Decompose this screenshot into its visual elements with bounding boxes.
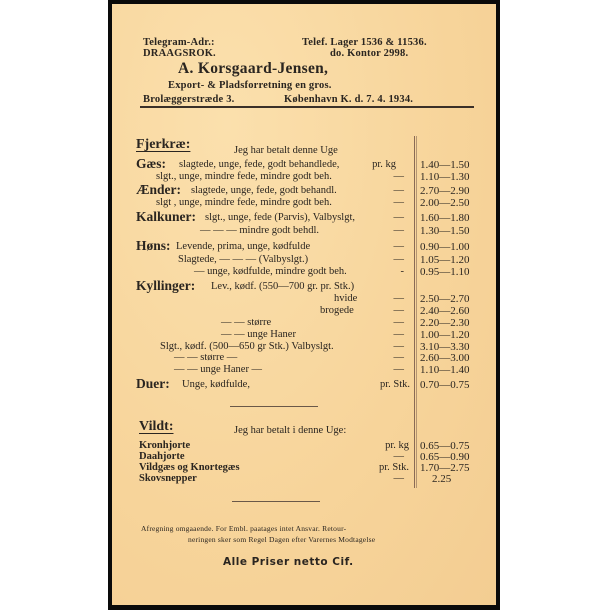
telegram-value: DRAAGSROK. [143,48,216,59]
price-row: — — unge Haner — — 1.10—1.40 [174,364,470,376]
header-rule [140,106,474,108]
price-list-card [112,4,496,605]
price-row: slgt., unge, mindre fede, mindre godt beh. — 1.10—1.30 [156,171,470,183]
section-subtitle-fjerkrae: Jeg har betalt denne Uge [234,145,338,156]
footer-note-line-2: neringen sker som Regel Dagen efter Varernes Modtagelse [188,535,376,544]
price-row: Ænder: slagtede, unge, fede, godt behandl. — 2.70—2.90 [136,182,470,197]
section-title-vildt: Vildt: [139,419,174,434]
phone-line-2: do. Kontor 2998. [330,48,409,59]
footer-note-line-1: Afregning omgaaende. For Embl. paatages intet Ansvar. Retour- [141,524,347,533]
section-subtitle-vildt: Jeg har betalt i denne Uge: [234,425,347,436]
price-row: Daahjorte — 0.65—0.90 [139,451,470,463]
company-name: A. Korsgaard-Jensen, [178,60,329,77]
phone-line-1: Telef. Lager 1536 & 11536. [302,37,427,48]
price-row: — — — mindre godt behdl. — 1.30—1.50 [200,225,470,237]
price-row: Skovsnepper — 2.25 [139,473,452,485]
city-date: København K. d. 7. 4. 1934. [284,94,414,105]
price-row: hvide — 2.50—2.70 [334,293,470,305]
price-row: Slgt., kødf. (500—650 gr Stk.) Valbyslgt. — 3.10—3.30 [160,341,470,353]
price-row: Gæs: slagtede, unge, fede, godt behandlede, pr. kg 1.40—1.50 [136,156,470,171]
section-title-fjerkrae: Fjerkræ: [136,137,191,152]
price-row: Kronhjorte pr. kg 0.65—0.75 [139,440,470,452]
price-row: Slagtede, — — — (Valbyslgt.) — 1.05—1.20 [178,254,470,266]
price-row: Duer: Unge, kødfulde, pr. Stk. 0.70—0.75 [136,376,470,391]
address: Brolæggerstræde 3. [143,94,235,105]
price-row: Høns: Levende, prima, unge, kødfulde — 0.90—1.00 [136,238,470,253]
telegram-label: Telegram-Adr.: [143,37,215,48]
price-row: Vildgæs og Knortegæs pr. Stk. 1.70—2.75 [139,462,470,474]
price-row: — unge, kødfulde, mindre godt beh. - 0.95—1.10 [194,266,470,278]
price-row: Kalkuner: slgt., unge, fede (Parvis), Valbyslgt, — 1.60—1.80 [136,209,470,224]
price-row: — — større — — 2.60—3.00 [174,352,470,364]
price-row: — — større — 2.20—2.30 [221,317,470,329]
price-row: — — unge Haner — 1.00—1.20 [221,329,470,341]
price-row: Kyllinger: Lev., kødf. (550—700 gr. pr. Stk.) [136,278,355,293]
price-row: brogede — 2.40—2.60 [320,305,470,317]
netto-statement: Alle Priser netto Cif. [223,556,354,568]
footer-divider [232,501,320,502]
company-tagline: Export- & Pladsforretning en gros. [168,80,332,91]
price-row: slgt , unge, mindre fede, mindre godt beh. — 2.00—2.50 [156,197,470,209]
section-divider [230,406,318,407]
